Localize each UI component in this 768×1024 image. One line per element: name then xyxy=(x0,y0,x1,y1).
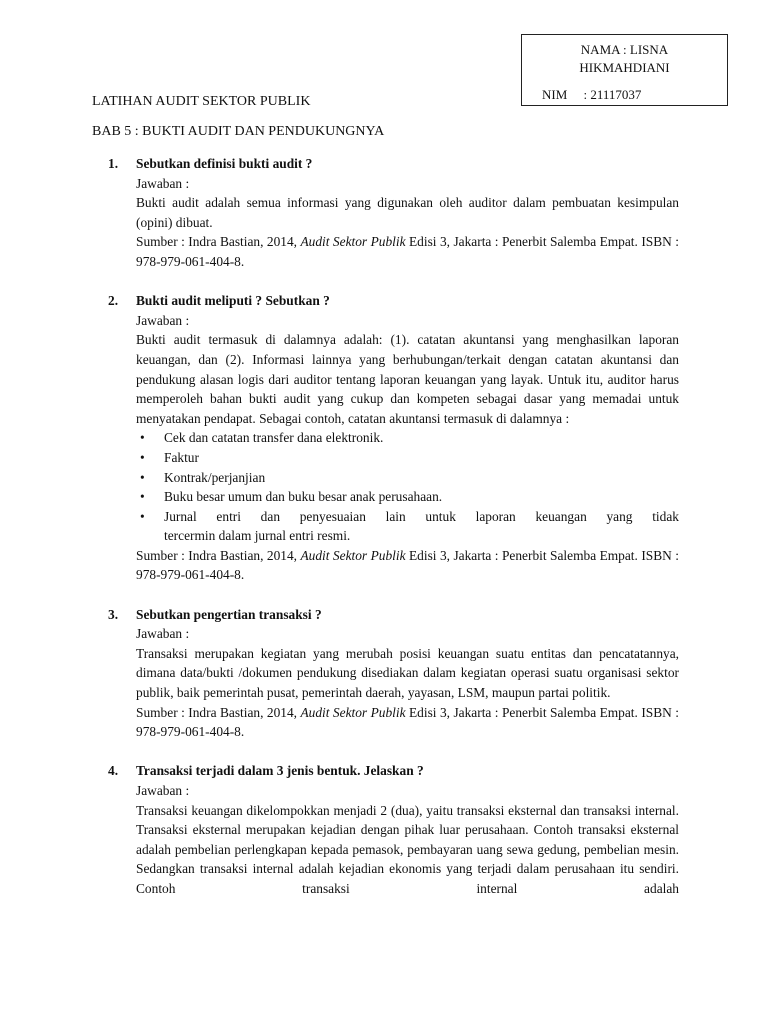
list-item: • Kontrak/perjanjian xyxy=(136,468,679,488)
question-2 xyxy=(108,291,679,585)
source-suffix: Edisi 3, Jakarta : Penerbit Salemba Empat. ISBN : 978-979-061-404-8. xyxy=(136,704,679,740)
student-nim: NIM : 21117037 xyxy=(542,87,642,102)
chapter-heading: BAB 5 : BUKTI AUDIT DAN PENDUKUNGNYA xyxy=(92,124,385,139)
question-text: Transaksi terjadi dalam 3 jenis bentuk. Jelaskan ? xyxy=(136,763,424,779)
source-citation xyxy=(136,232,679,271)
source-citation xyxy=(136,546,679,585)
source-citation xyxy=(136,703,679,742)
question-3 xyxy=(108,605,679,742)
question-number: 3. xyxy=(108,606,119,622)
bullet-list xyxy=(136,428,679,546)
list-item xyxy=(136,507,679,546)
source-suffix: Edisi 3, Jakarta : Penerbit Salemba Empat. ISBN : 978-979-061-404-8. xyxy=(136,234,679,269)
answer-text: Bukti audit termasuk di dalamnya adalah: (1). catatan akuntansi yang menghasilkan laporan keuangan, dan (2). Informasi lainnya yang berhubungan/terkait dengan catatan akuntansi dan pendukung alasan logis dari auditor tentang laporan keuangan yang layak. Untuk itu, auditor harus memperoleh bahan bukti audit yang cukup dan kompeten sebagai dasar yang memadai untuk menyatakan pendapat. Sebagai contoh, catatan akuntansi termasuk di dalamnya : xyxy=(136,332,679,426)
source-prefix: Sumber : Indra Bastian, 2014, xyxy=(136,547,298,563)
answer-block xyxy=(136,174,679,272)
question-text: Sebutkan definisi bukti audit ? xyxy=(136,156,313,171)
question-number: 4. xyxy=(108,763,119,779)
answer-text: Transaksi merupakan kegiatan yang merubah posisi keuangan suatu entitas dan pencatatannya, dimana data/bukti /dokumen pendukung disediakan dalam kegiatan operasi suatu organisasi sektor publik, baik pemerintah pusat, pemerintah daerah, yayasan, LSM, maupun partai politik. xyxy=(136,645,679,701)
answer-block xyxy=(136,781,679,899)
list-item: • Buku besar umum dan buku besar anak perusahaan. xyxy=(136,487,679,507)
answer-label: Jawaban : xyxy=(136,626,190,642)
answer-block xyxy=(136,311,679,585)
document-title: LATIHAN AUDIT SEKTOR PUBLIK xyxy=(92,94,311,109)
source-book-title: Audit Sektor Publik xyxy=(300,547,406,563)
answer-text: Transaksi keuangan dikelompokkan menjadi 2 (dua), yaitu transaksi eksternal dan transaksi internal. Transaksi eksternal merupakan kejadian dengan pihak luar perusahaan. Contoh transaksi eksternal adalah pembelian perlengkapan kepada pemasok, pembayaran uang sewa gedung, pembelian mesin. Sedangkan transaksi internal adalah kejadian ekonomis yang terjadi dalam perusahaan itu sendiri. Contoh transaksi internal adalah xyxy=(136,802,679,896)
question-text: Bukti audit meliputi ? Sebutkan ? xyxy=(136,293,330,309)
question-number: 2. xyxy=(108,293,119,309)
answer-label: Jawaban : xyxy=(136,175,190,191)
source-prefix: Sumber : Indra Bastian, 2014, xyxy=(136,234,298,250)
source-suffix: Edisi 3, Jakarta : Penerbit Salemba Empat. ISBN : 978-979-061-404-8. xyxy=(136,547,679,583)
list-item: • Cek dan catatan transfer dana elektronik. xyxy=(136,428,679,448)
question-1 xyxy=(108,154,679,272)
question-4 xyxy=(108,761,679,898)
question-text: Sebutkan pengertian transaksi ? xyxy=(136,606,322,622)
source-prefix: Sumber : Indra Bastian, 2014, xyxy=(136,704,298,720)
answer-label: Jawaban : xyxy=(136,312,190,328)
student-name-line1: NAMA : LISNA xyxy=(580,42,669,57)
list-item-line: • Jurnal entri dan penyesuaian lain untuk laporan keuangan yang tidak xyxy=(164,508,679,524)
list-item-line: tercermin dalam jurnal entri resmi. xyxy=(164,528,351,544)
source-book-title: Audit Sektor Publik xyxy=(300,234,406,250)
answer-text: Bukti audit adalah semua informasi yang digunakan oleh auditor dalam pembuatan kesimpulan (opini) dibuat. xyxy=(136,195,679,230)
question-number: 1. xyxy=(108,156,119,171)
answer-block xyxy=(136,624,679,742)
source-book-title: Audit Sektor Publik xyxy=(300,704,406,720)
student-name-line2: HIKMAHDIANI xyxy=(579,60,670,75)
answer-label: Jawaban : xyxy=(136,783,190,798)
list-item: • Faktur xyxy=(136,448,679,468)
student-info-box xyxy=(521,34,728,106)
questions-list xyxy=(108,154,679,918)
